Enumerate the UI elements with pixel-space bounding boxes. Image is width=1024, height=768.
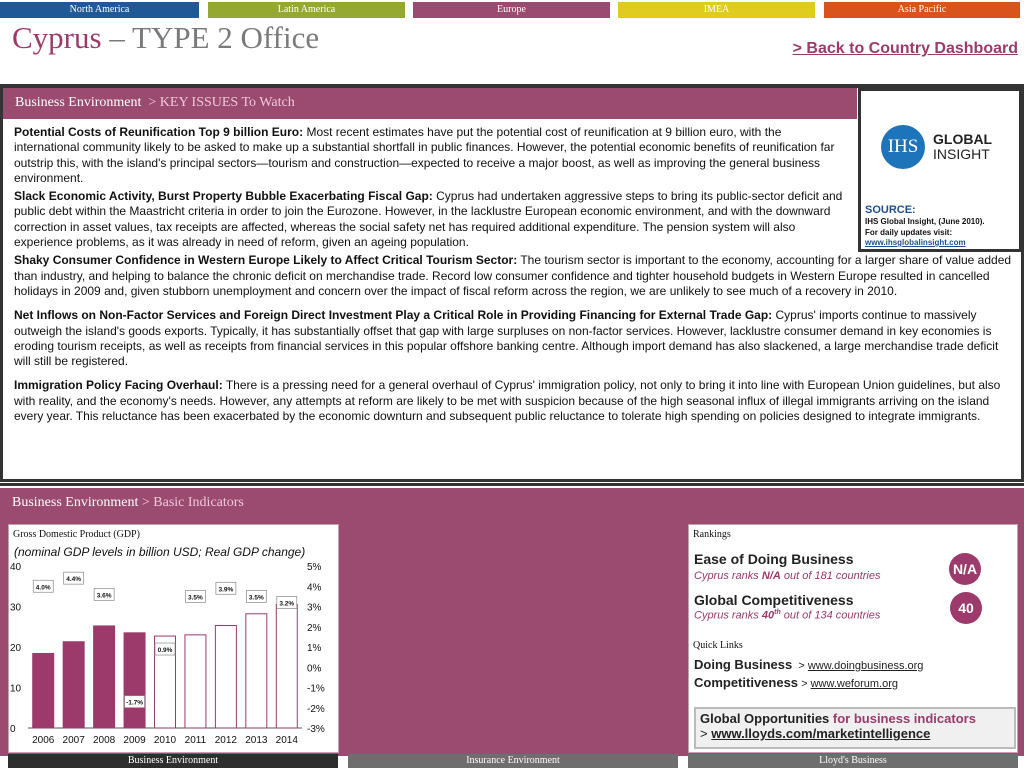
gdp-bar	[33, 653, 54, 728]
gdp-bar	[94, 626, 115, 728]
basic-indicators-header	[0, 488, 1024, 520]
rank-title-competitiveness: Global Competitiveness	[694, 592, 854, 608]
y-left-tick-label: 0	[10, 724, 16, 735]
y-right-tick-label: 4%	[307, 582, 322, 594]
growth-data-label: 3.5%	[248, 594, 264, 602]
rankings-panel-title: Rankings	[693, 529, 731, 540]
section-label: Business Environment	[12, 495, 139, 510]
y-left-tick-label: 20	[10, 643, 22, 654]
rank-desc: Cyprus ranks N/A out of 181 countries	[694, 570, 881, 582]
global-opportunities-link-row: > www.lloyds.com/marketintelligence	[700, 726, 931, 741]
source-line: For daily updates visit:	[865, 227, 953, 237]
ihs-logo-icon: IHS	[881, 125, 925, 169]
issue-item	[14, 125, 847, 186]
y-right-tick-label: -2%	[307, 703, 325, 715]
gdp-panel-title: Gross Domestic Product (GDP)	[13, 529, 140, 540]
doing-business-link[interactable]: www.doingbusiness.org	[807, 660, 924, 672]
rank-title-doing-business: Ease of Doing Business	[694, 551, 854, 567]
issue-item	[14, 308, 1014, 369]
x-tick-label: 2011	[184, 735, 207, 746]
issue-text: There is a pressing need for a general overhaul of Cyprus' immigration policy, not only to bring it into line with European Union guidelines, but also with reality, and the economy's needs. However, any attempts at reform are likely to be met with suspicion because of the high seasonal influx of illegal immigrants arriving on the island every year. This reluctance has been exacerbated by the economic downturn and subsequent public reluctance to tolerate high spending on policies designed to integrate immigrants.	[14, 378, 1001, 424]
source-label: SOURCE:	[865, 204, 916, 216]
issue-text: The tourism sector is important to the economy, accounting for a larger share of value added than industry, and helping to balance the chronic deficit on merchandise trade. Record low consumer confidence and tighter household budgets in Western Europe resulted in cancelled holidays in 2009 and, given stubborn unemployment and concern over the impact of fiscal reform across the region, we are unlikely to see much of a recovery in 2010.	[14, 253, 1012, 298]
issue-item	[14, 253, 1014, 299]
y-right-tick-label: 5%	[307, 562, 322, 573]
tab-europe[interactable]: Europe	[413, 2, 610, 18]
key-issues-header	[3, 88, 857, 119]
source-url-link[interactable]: www.ihsglobalinsight.com	[865, 238, 966, 247]
region-tabs	[0, 2, 1024, 18]
issue-item	[14, 378, 1014, 424]
source-text	[865, 217, 985, 249]
issue-title: Shaky Consumer Confidence in Western Europe Likely to Affect Critical Tourism Sector:	[14, 253, 518, 268]
growth-data-label: 3.5%	[188, 594, 203, 602]
y-left-tick-label: 10	[10, 683, 22, 695]
quick-link-competitiveness: Competitiveness > www.weforum.org	[694, 675, 899, 690]
issue-title: Slack Economic Activity, Burst Property Bubble Exacerbating Fiscal Gap:	[14, 189, 433, 204]
global-opportunities-title: Global Opportunities for business indicators	[700, 711, 976, 726]
logo-word: INSIGHT	[933, 146, 990, 162]
tab-north-america[interactable]: North America	[0, 2, 199, 18]
y-right-tick-label: -3%	[307, 724, 325, 735]
subsection-label: > KEY ISSUES To Watch	[148, 95, 295, 110]
page-title	[12, 18, 319, 58]
x-tick-label: 2007	[62, 735, 85, 746]
issue-title: Net Inflows on Non-Factor Services and Foreign Direct Investment Play a Critical Role in Providing Financing for External Trade Gap:	[14, 308, 773, 323]
y-left-tick-label: 30	[10, 602, 22, 614]
office-type: – TYPE 2 Office	[101, 20, 320, 55]
section-label: Business Environment	[15, 95, 142, 110]
gdp-bar	[124, 633, 145, 728]
gdp-bar	[185, 635, 206, 728]
quick-links-title: Quick Links	[693, 640, 743, 651]
rank-badge: N/A	[949, 553, 981, 585]
gdp-subtitle: (nominal GDP levels in billion USD; Real GDP change)	[14, 545, 306, 559]
issue-text: Cyprus had undertaken aggressive steps to bring its public-sector deficit and public debt within the Maastricht criteria in order to join the Eurozone. However, in the lacklustre European economic environment, and with the downward correction in asset values, tax receipts are affected, whereas the social safety net has required additional expenditure. The pension system will also experience problems, as it was already in need of reform, given an ageing population.	[14, 189, 843, 250]
y-right-tick-label: 0%	[307, 663, 322, 675]
growth-data-label: -1.7%	[126, 699, 144, 707]
growth-data-label: 4.4%	[66, 576, 82, 584]
growth-data-label: 3.2%	[279, 600, 295, 608]
y-right-tick-label: -1%	[307, 683, 325, 695]
divider	[0, 483, 1024, 486]
gdp-bar	[246, 614, 267, 728]
rank-badge: 40	[950, 592, 982, 624]
logo-word: GLOBAL	[933, 131, 993, 147]
y-right-tick-label: 2%	[307, 622, 322, 634]
x-tick-label: 2014	[275, 735, 298, 746]
issue-item	[14, 189, 847, 250]
tab-business-environment[interactable]: Business Environment	[8, 754, 338, 768]
gdp-bar	[215, 626, 236, 728]
weforum-link[interactable]: www.weforum.org	[810, 678, 899, 690]
growth-data-label: 0.9%	[157, 647, 173, 655]
tab-imea[interactable]: IMEA	[618, 2, 815, 18]
tab-insurance-environment[interactable]: Insurance Environment	[348, 754, 678, 768]
quick-link-doing-business: Doing Business > www.doingbusiness.org	[694, 657, 924, 672]
gdp-chart	[8, 556, 339, 752]
issue-title: Potential Costs of Reunification Top 9 billion Euro:	[14, 125, 304, 139]
rank-desc: Cyprus ranks 40th out of 134 countries	[694, 609, 881, 622]
ihs-global-insight-logo	[881, 125, 1011, 171]
x-tick-label: 2006	[32, 735, 55, 746]
source-line: IHS Global Insight, (June 2010).	[865, 217, 985, 226]
source-box	[858, 88, 1022, 252]
issue-title: Immigration Policy Facing Overhaul:	[14, 378, 223, 393]
issue-text: Cyprus' imports continue to massively outweigh the island's goods exports. Typically, it has substantially offset that gap with large surpluses on non-factor services. However, lacklustre consumer demand in key economies is eroding tourism receipts, as well as receipts from financial services in this popular offshore banking centre. Although import demand has also slackened, a large merchandise trade deficit will still be registered.	[14, 308, 999, 369]
subsection-label: > Basic Indicators	[141, 495, 244, 510]
x-tick-label: 2008	[92, 735, 116, 746]
tab-lloyds-business[interactable]: Lloyd's Business	[688, 754, 1018, 768]
x-tick-label: 2010	[153, 735, 177, 746]
growth-data-label: 3.9%	[218, 586, 234, 594]
x-tick-label: 2012	[214, 735, 238, 746]
back-to-dashboard-link[interactable]: > Back to Country Dashboard	[792, 40, 1018, 57]
y-left-tick-label: 40	[10, 562, 22, 573]
tab-latin-america[interactable]: Latin America	[208, 2, 405, 18]
lloyds-market-intelligence-link[interactable]: www.lloyds.com/marketintelligence	[711, 726, 931, 741]
growth-data-label: 3.6%	[96, 592, 112, 600]
issue-text: Most recent estimates have put the potential cost of reunification at 9 billion euro, with the international community likely to be asked to make up a substantial shortfall in public finances. However, the potential economic benefits of reunification far outstrip this, with the island's principal sectors—tourism and construction—expected to receive a major boost, as well as improving the general business environment.	[14, 125, 835, 185]
y-right-tick-label: 3%	[307, 602, 322, 614]
tab-asia-pacific[interactable]: Asia Pacific	[824, 2, 1020, 18]
gdp-bar	[63, 642, 84, 728]
x-tick-label: 2013	[245, 735, 268, 746]
y-right-tick-label: 1%	[307, 643, 322, 654]
country-name: Cyprus	[12, 20, 102, 55]
global-opportunities-box	[694, 707, 1016, 749]
growth-data-label: 4.0%	[35, 584, 51, 592]
gdp-bar	[276, 604, 297, 728]
x-tick-label: 2009	[123, 735, 146, 746]
